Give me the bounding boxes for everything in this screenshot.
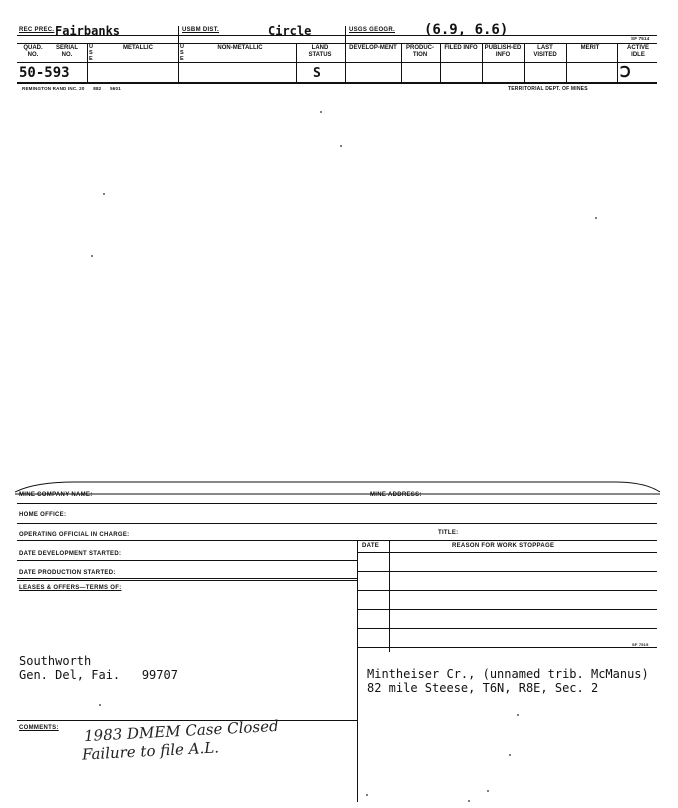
rec-prec-label: REC PREC. bbox=[19, 27, 55, 33]
col-active-idle: ACTIVE IDLE bbox=[626, 45, 649, 58]
speck bbox=[366, 794, 368, 796]
title-label: TITLE: bbox=[438, 530, 459, 536]
col-use-1: U S E bbox=[89, 44, 94, 62]
col-serial-no: SERIAL NO. bbox=[55, 45, 78, 58]
form-number-top: SF 7514 bbox=[631, 36, 650, 41]
mine-company-name-label: MINE COMPANY NAME: bbox=[19, 492, 93, 498]
usbm-dist-value: Circle bbox=[268, 24, 312, 38]
speck bbox=[340, 145, 342, 147]
home-office-label: HOME OFFICE: bbox=[19, 512, 67, 518]
col-filed-info: FILED INFO bbox=[444, 45, 478, 51]
col-use-2: U S E bbox=[180, 44, 185, 62]
col-development: DEVELOP-MENT bbox=[349, 45, 397, 51]
location-line-1: Mintheiser Cr., (unnamed trib. McManus) bbox=[367, 667, 649, 681]
speck bbox=[595, 217, 597, 219]
date-prod-started-label: DATE PRODUCTION STARTED: bbox=[19, 570, 116, 576]
quad-serial-value: 50-593 bbox=[19, 65, 70, 81]
card-top-curve bbox=[15, 478, 660, 498]
col-non-metallic: NON-METALLIC bbox=[217, 45, 263, 51]
mine-address-label: MINE ADDRESS: bbox=[370, 492, 422, 498]
stoppage-reason-label: REASON FOR WORK STOPPAGE bbox=[452, 543, 555, 549]
comments-label: COMMENTS: bbox=[19, 725, 59, 731]
speck bbox=[320, 111, 322, 113]
col-merit: MERIT bbox=[580, 45, 600, 51]
col-published-info: PUBLISH-ED INFO bbox=[484, 45, 522, 58]
col-last-visited: LAST VISITED bbox=[533, 45, 557, 58]
usgs-geogr-value: (6.9, 6.6) bbox=[424, 22, 509, 38]
usgs-geogr-label: USGS GEOGR. bbox=[349, 27, 395, 33]
operating-official-label: OPERATING OFFICIAL IN CHARGE: bbox=[19, 532, 130, 538]
location-line-2: 82 mile Steese, T6N, R8E, Sec. 2 bbox=[367, 681, 599, 695]
rec-prec-value: Fairbanks bbox=[55, 24, 121, 38]
land-status-value: S bbox=[313, 66, 321, 81]
col-metallic: METALLIC bbox=[123, 45, 153, 51]
speck bbox=[103, 193, 105, 195]
speck bbox=[487, 790, 489, 792]
owner-name: Southworth bbox=[19, 654, 92, 668]
date-dev-started-label: DATE DEVELOPMENT STARTED: bbox=[19, 551, 122, 557]
speck bbox=[91, 255, 93, 257]
department-line: TERRITORIAL DEPT. OF MINES bbox=[508, 86, 588, 92]
col-quad-no: QUAD. NO. bbox=[23, 45, 43, 58]
leases-label: LEASES & OFFERS—TERMS OF: bbox=[19, 585, 122, 591]
printer-line: REMINGTON RAND INC. 20 882 5601 bbox=[22, 86, 121, 91]
owner-address: Gen. Del, Fai. 99707 bbox=[19, 668, 178, 682]
usbm-dist-label: USBM DIST. bbox=[182, 27, 220, 33]
speck bbox=[517, 714, 519, 716]
form-number-bottom: SF 7515 bbox=[632, 642, 649, 647]
col-production: PRODUC-TION bbox=[406, 45, 434, 58]
stoppage-date-label: DATE bbox=[362, 543, 380, 549]
speck bbox=[468, 800, 470, 802]
active-idle-mark: Ↄ bbox=[620, 63, 631, 81]
comment-handwriting-2: Failure to file A.L. bbox=[81, 738, 220, 764]
speck bbox=[509, 754, 511, 756]
col-land-status: LAND STATUS bbox=[308, 45, 332, 58]
speck bbox=[99, 704, 101, 706]
comment-handwriting-1: 1983 DMEM Case Closed bbox=[83, 716, 279, 746]
